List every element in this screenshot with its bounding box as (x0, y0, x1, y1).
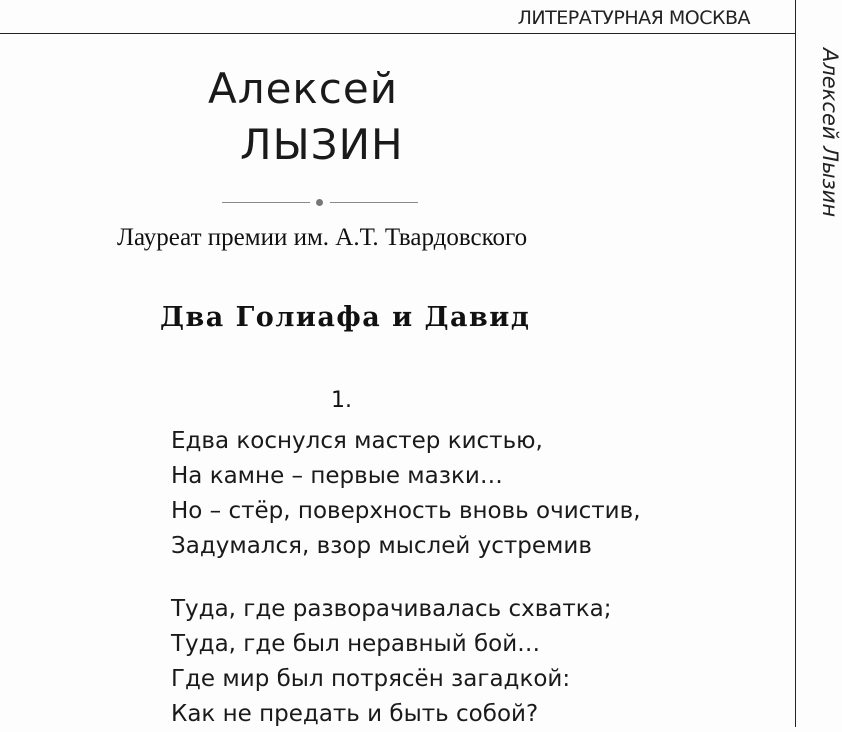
stanza-2 (171, 592, 612, 732)
poem-line: Но – стёр, поверхность вновь очистив, (171, 498, 641, 524)
section-number: 1. (331, 388, 352, 413)
poem-line: На камне – первые мазки… (171, 463, 503, 489)
poem-line: Едва коснулся мастер кистью, (171, 428, 543, 454)
divider-line-left (222, 202, 310, 203)
author-first-name: Алексей (208, 64, 399, 113)
laureate-caption: Лауреат премии им. А.Т. Твардовского (117, 224, 528, 251)
divider-line-right (330, 202, 418, 203)
poem-line: Туда, где был неравный бой… (171, 631, 541, 657)
divider-dot-icon (316, 199, 323, 206)
ornament-divider (222, 200, 418, 206)
author-last-name: ЛЫЗИН (240, 120, 404, 169)
header-rule (0, 33, 795, 34)
running-author-name: Алексей Лызин (818, 48, 842, 218)
poem-line: Туда, где разворачивалась схватка; (171, 596, 612, 622)
poem-line: Как не предать и быть собой? (171, 701, 539, 727)
poem-line: Где мир был потрясён загадкой: (171, 666, 571, 692)
poem-title: Два Голиафа и Давид (160, 302, 531, 333)
journal-title: ЛИТЕРАТУРНАЯ МОСКВА (517, 7, 750, 29)
margin-rule (795, 0, 796, 727)
stanza-1 (171, 424, 641, 564)
poem-line: Задумался, взор мыслей устремив (171, 533, 592, 559)
